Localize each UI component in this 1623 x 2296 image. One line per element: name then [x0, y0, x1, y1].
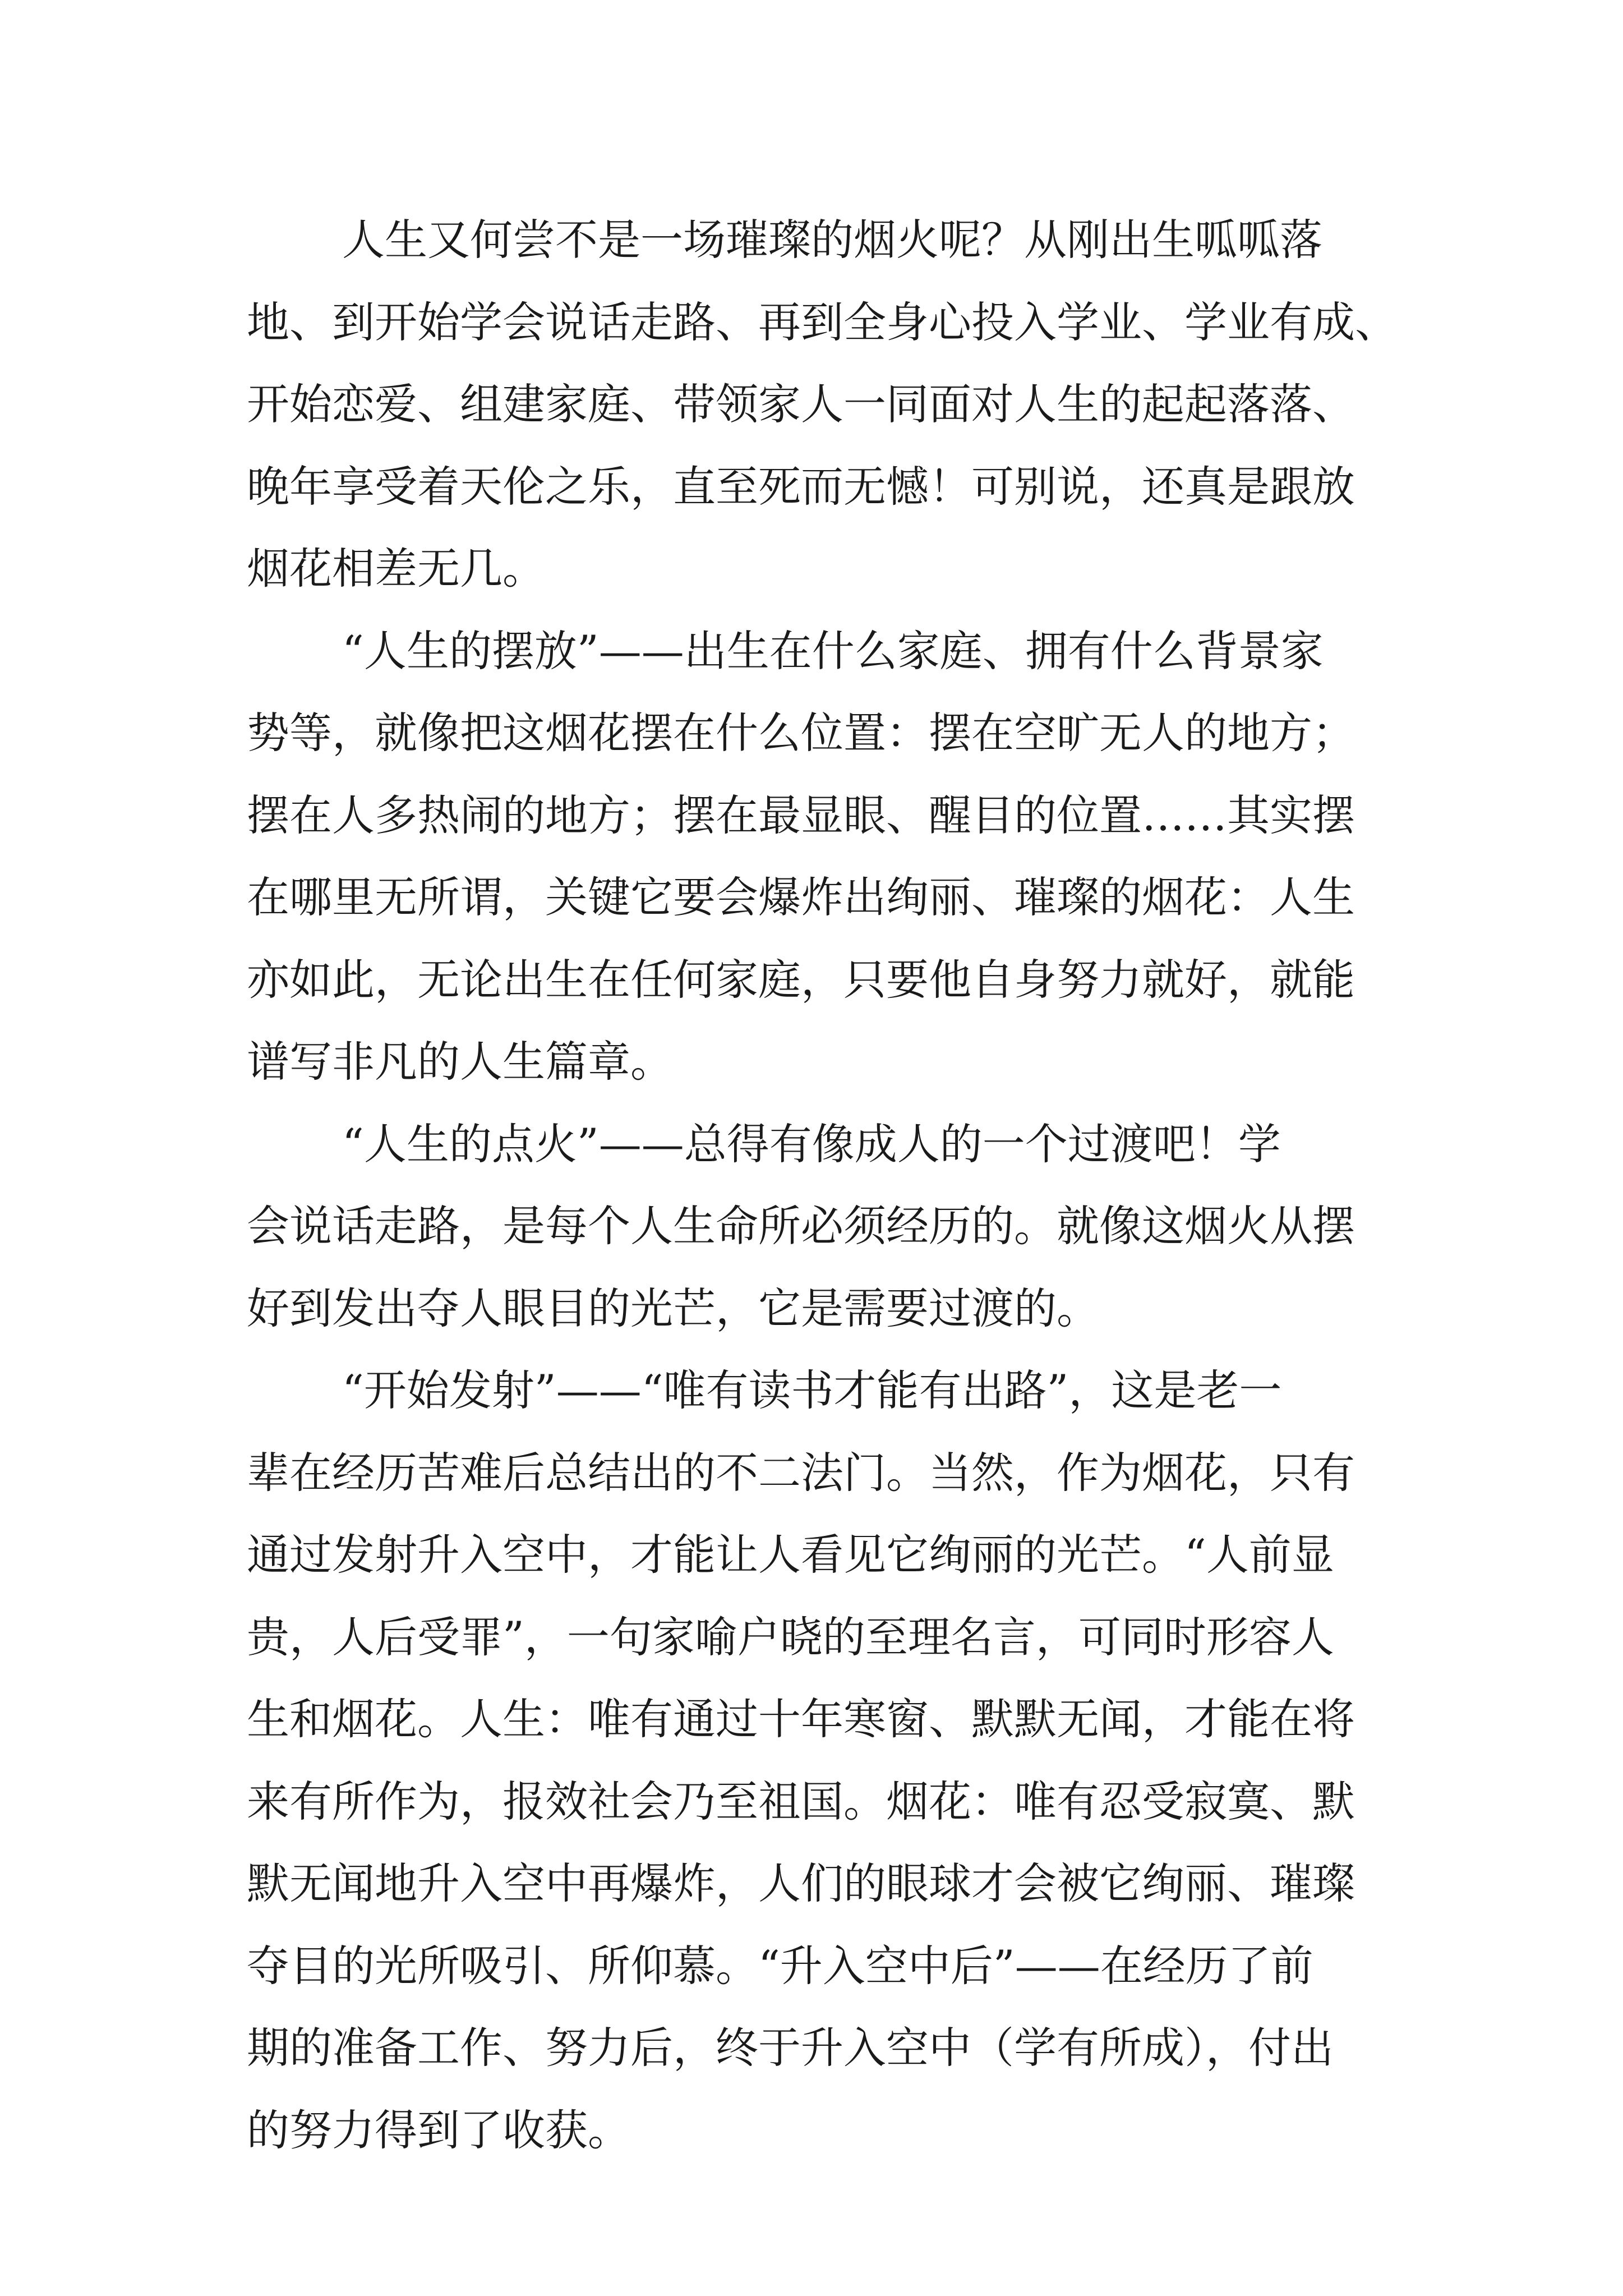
text-line: “人生的点火”——总得有像成人的一个过渡吧！学 — [342, 1119, 1281, 1169]
text-line: 默无闻地升入空中再爆炸，人们的眼球才会被它绚丽、璀璨 — [247, 1858, 1355, 1908]
text-line: 夺目的光所吸引、所仰慕。“升入空中后”——在经历了前 — [247, 1940, 1313, 1991]
text-line: 辈在经历苦难后总结出的不二法门。当然，作为烟花，只有 — [247, 1447, 1355, 1498]
text-line: 来有所作为，报效社会乃至祖国。烟花：唯有忍受寂寞、默 — [247, 1776, 1355, 1826]
text-line: 地、到开始学会说话走路、再到全身心投入学业、学业有成、 — [247, 297, 1398, 347]
paragraph-3 — [247, 1103, 1391, 1350]
text-line: 亦如此，无论出生在任何家庭，只要他自身努力就好，就能 — [247, 954, 1355, 1005]
text-line: 谱写非凡的人生篇章。 — [247, 1037, 673, 1087]
text-line: 在哪里无所谓，关键它要会爆炸出绚丽、璀璨的烟花：人生 — [247, 872, 1355, 922]
text-line: 的努力得到了收获。 — [247, 2105, 630, 2155]
text-line: 人生又何尝不是一场璀璨的烟火呢？从刚出生呱呱落 — [342, 215, 1322, 265]
paragraph-4 — [247, 1350, 1391, 2171]
text-line: 摆在人多热闹的地方；摆在最显眼、醒目的位置……其实摆 — [247, 790, 1355, 840]
text-line: 烟花相差无几。 — [247, 544, 545, 593]
text-line: 好到发出夺人眼目的光芒，它是需要过渡的。 — [247, 1283, 1099, 1333]
text-line: 通过发射升入空中，才能让人看见它绚丽的光芒。“人前显 — [247, 1530, 1334, 1580]
text-line: 晚年享受着天伦之乐，直至死而无憾！可别说，还真是跟放 — [247, 461, 1355, 512]
text-line: 期的准备工作、努力后，终于升入空中（学有所成），付出 — [247, 2023, 1334, 2073]
text-line: “开始发射”——“唯有读书才能有出路”，这是老一 — [342, 1365, 1282, 1415]
paragraph-2 — [247, 610, 1391, 1103]
paragraph-1 — [247, 199, 1398, 610]
text-line: 会说话走路，是每个人生命所必须经历的。就像这烟火从摆 — [247, 1201, 1355, 1251]
text-line: 势等，就像把这烟花摆在什么位置：摆在空旷无人的地方； — [247, 708, 1355, 758]
text-line: 开始恋爱、组建家庭、带领家人一同面对人生的起起落落、 — [247, 379, 1355, 429]
text-line: 生和烟花。人生：唯有通过十年寒窗、默默无闻，才能在将 — [247, 1694, 1355, 1744]
text-line: 贵，人后受罪”，一句家喻户晓的至理名言，可同时形容人 — [247, 1612, 1334, 1662]
body-text — [247, 199, 1398, 2171]
text-line: “人生的摆放”——出生在什么家庭、拥有什么背景家 — [342, 625, 1324, 676]
